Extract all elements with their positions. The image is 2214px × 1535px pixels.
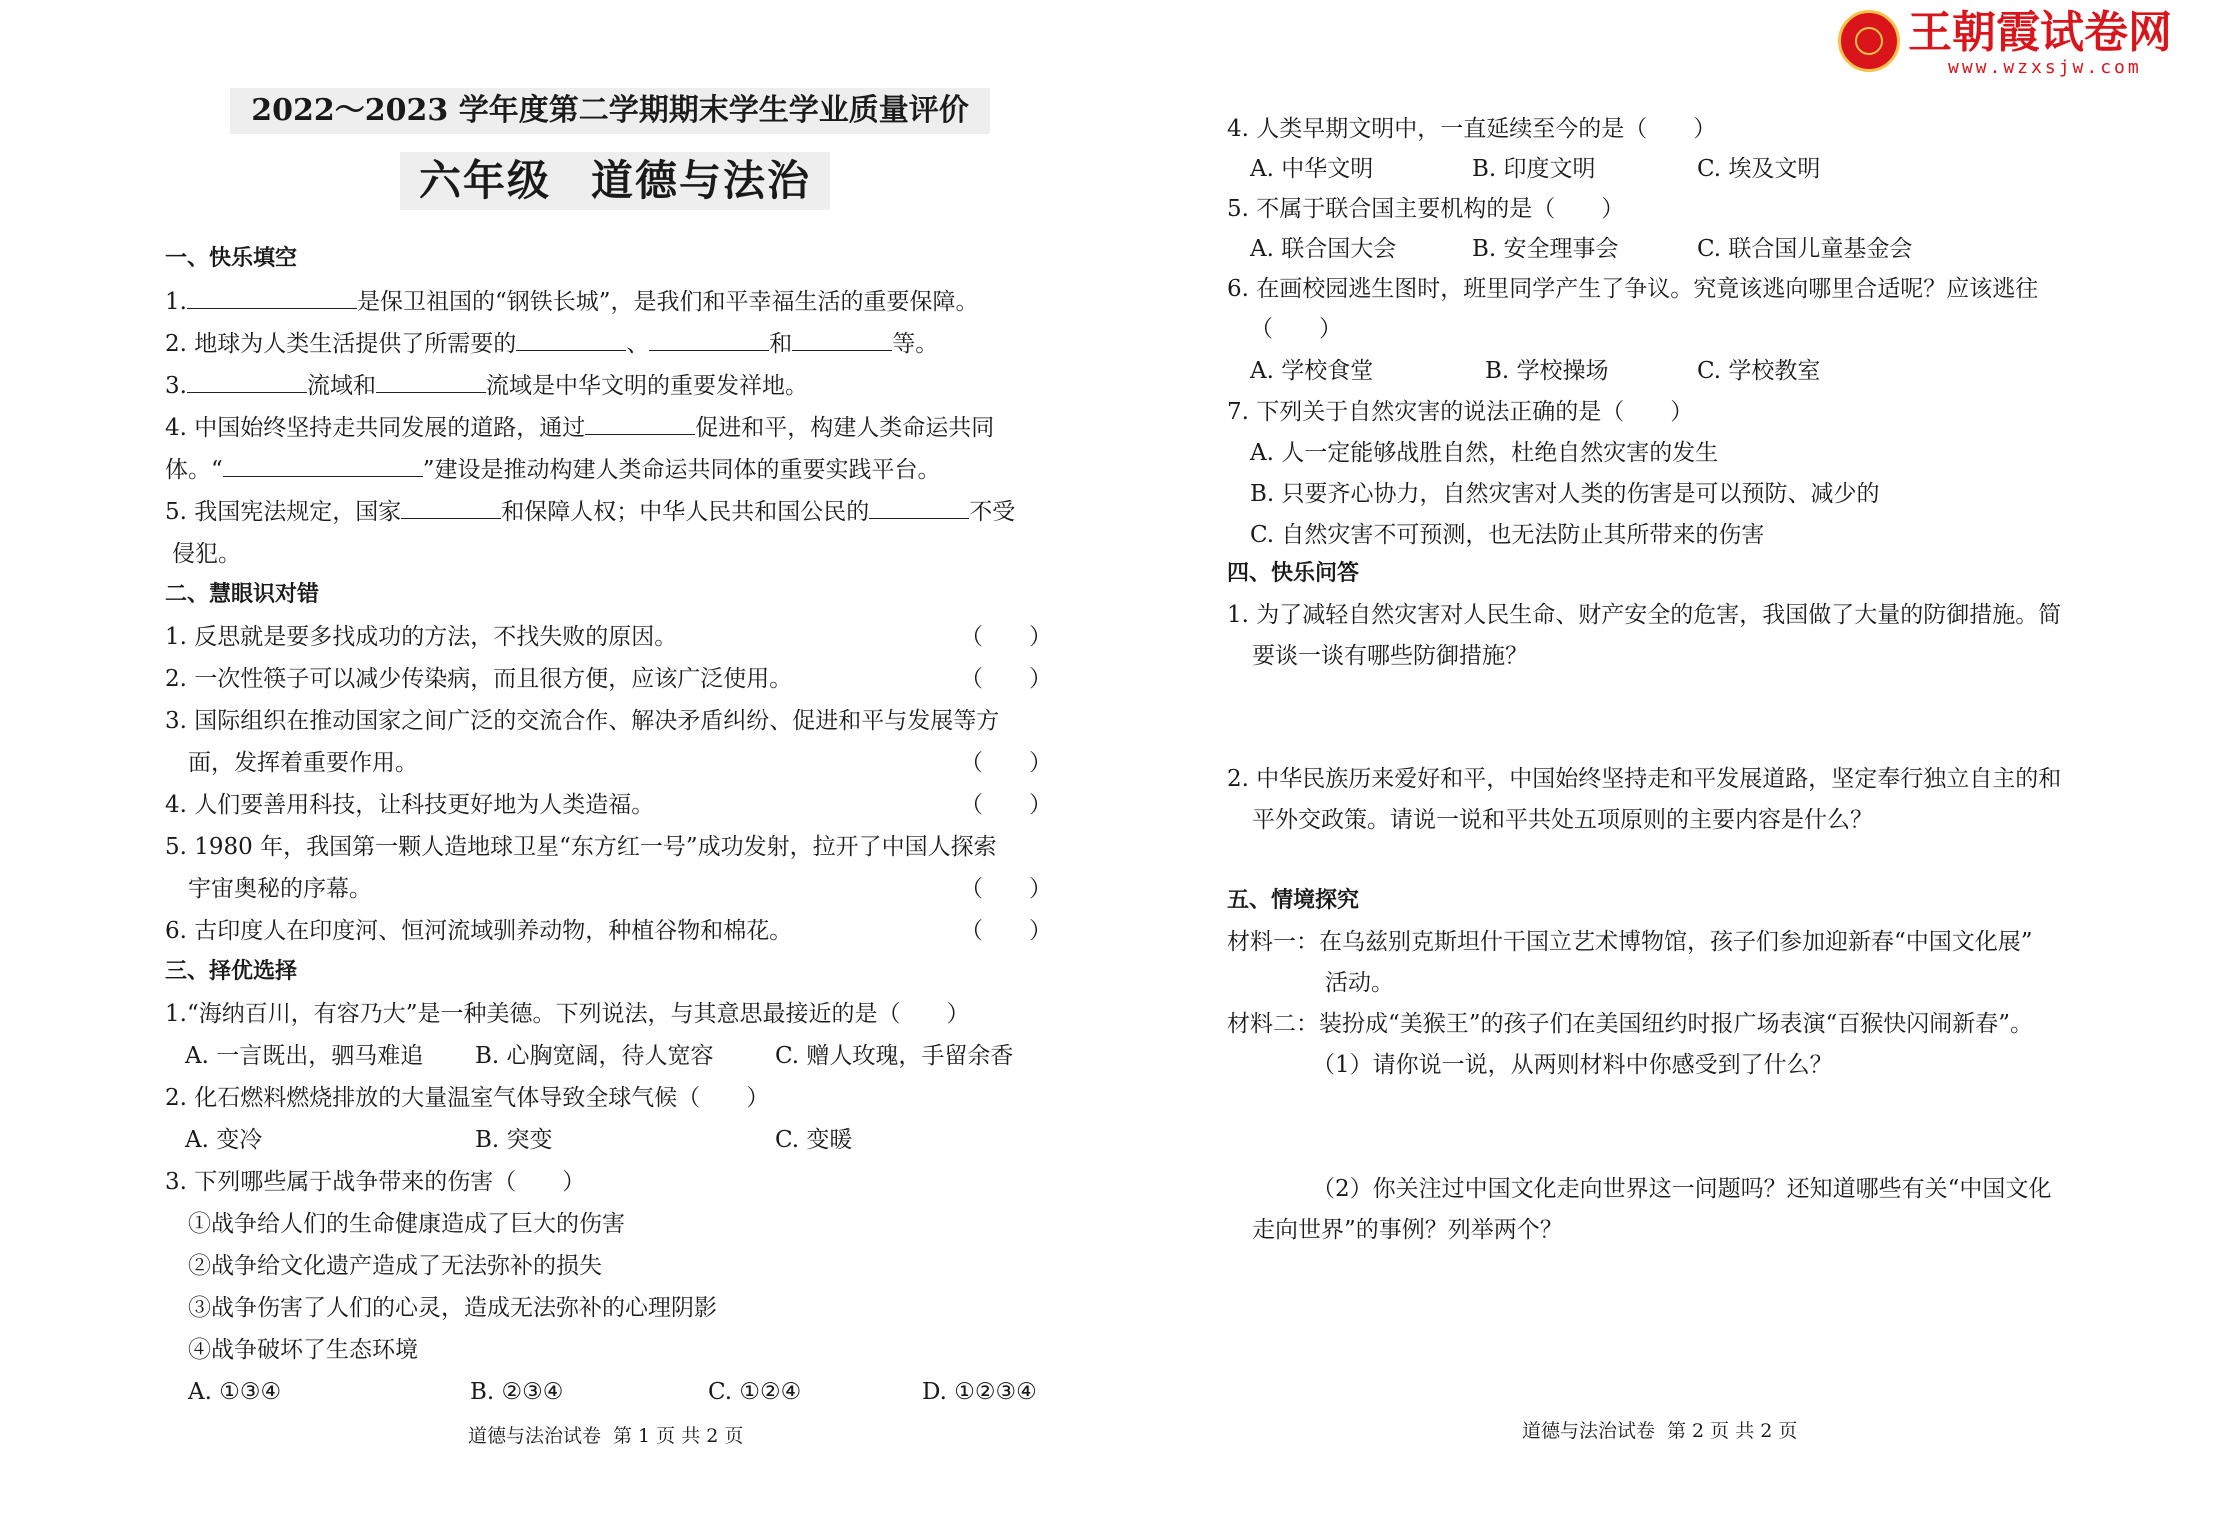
mc-q3-statement-3: ③战争伤害了人们的心灵，造成无法弥补的心理阴影: [188, 1295, 717, 1321]
answer-blank[interactable]: [516, 328, 626, 351]
q-text: 和保障人权；中华人民共和国公民的: [501, 499, 870, 525]
mc-q2-option-a[interactable]: A. 变冷: [185, 1127, 263, 1153]
q-text: 、: [626, 331, 650, 357]
answer-blank[interactable]: [869, 496, 969, 519]
qa-q2-line1: 2. 中华民族历来爱好和平，中国始终坚持走和平发展道路，坚定奉行独立自主的和: [1227, 766, 2062, 792]
fill-q1: [165, 285, 978, 319]
fill-q4-line1: [165, 411, 994, 445]
mc-q3-option-b[interactable]: B. ②③④: [470, 1379, 564, 1405]
mc-q3-option-a[interactable]: A. ①③④: [188, 1379, 282, 1405]
answer-blank[interactable]: [649, 328, 769, 351]
answer-blank[interactable]: [376, 370, 486, 393]
footer-page-number: 第 1 页 共 2 页: [613, 1425, 744, 1447]
exam-page-2: [1107, 0, 2214, 1535]
footer-page-number: 第 2 页 共 2 页: [1667, 1420, 1798, 1442]
mc-q7-option-c[interactable]: C. 自然灾害不可预测，也无法防止其所带来的伤害: [1250, 522, 1765, 548]
mc-q5-stem: 5. 不属于联合国主要机构的是（ ）: [1227, 196, 1625, 222]
fill-q4-line2: [165, 453, 941, 487]
answer-blank[interactable]: [401, 496, 501, 519]
grade-label: 六年级: [418, 156, 551, 205]
answer-paren[interactable]: （ ）: [960, 666, 1052, 692]
mc-q5-option-c[interactable]: C. 联合国儿童基金会: [1697, 236, 1913, 262]
section-heading-2: 二、慧眼识对错: [165, 582, 320, 607]
material-1-line2: 活动。: [1325, 970, 1394, 996]
mc-q3-statement-4: ④战争破坏了生态环境: [188, 1337, 418, 1363]
mc-q1-stem: 1.“海纳百川，有容乃大”是一种美德。下列说法，与其意思最接近的是（ ）: [165, 1001, 970, 1027]
tf-q1: 1. 反思就是要多找成功的方法，不找失败的原因。: [165, 624, 678, 650]
tf-q5-line1: 5. 1980 年，我国第一颗人造地球卫星“东方红一号”成功发射，拉开了中国人探索: [165, 834, 997, 860]
material-1-line1: 材料一：在乌兹别克斯坦什干国立艺术博物馆，孩子们参加迎新春“中国文化展”: [1227, 929, 2033, 955]
page-footer: [1522, 1417, 1809, 1445]
q-text: 流域是中华文明的重要发祥地。: [485, 373, 808, 399]
mc-q1-option-c[interactable]: C. 赠人玫瑰，手留余香: [775, 1043, 1014, 1069]
mc-q3-stem: 3. 下列哪些属于战争带来的伤害（ ）: [165, 1169, 586, 1195]
material-2: 材料二：装扮成“美猴王”的孩子们在美国纽约时报广场表演“百猴快闪闹新春”。: [1227, 1011, 2034, 1037]
answer-paren[interactable]: （ ）: [960, 876, 1052, 902]
tf-q3-line2: 面，发挥着重要作用。: [188, 750, 418, 776]
mc-q7-option-b[interactable]: B. 只要齐心协力，自然灾害对人类的伤害是可以预防、减少的: [1250, 481, 1880, 507]
mc-q6-option-a[interactable]: A. 学校食堂: [1250, 358, 1374, 384]
q-text: 2. 地球为人类生活提供了所需要的: [165, 331, 517, 357]
mc-q5-option-b[interactable]: B. 安全理事会: [1472, 236, 1619, 262]
qa-q1-line2: 要谈一谈有哪些防御措施？: [1252, 643, 1528, 669]
answer-paren[interactable]: （ ）: [960, 750, 1052, 776]
q-text: ”建设是推动构建人类命运共同体的重要实践平台。: [422, 457, 941, 483]
fill-q5-line1: [165, 495, 1015, 529]
mc-q3-option-c[interactable]: C. ①②④: [708, 1379, 802, 1405]
inquiry-q2-line2: 走向世界”的事例？列举两个？: [1252, 1217, 1563, 1243]
section-heading-4: 四、快乐问答: [1227, 561, 1360, 586]
mc-q1-option-b[interactable]: B. 心胸宽阔，待人宽容: [475, 1043, 714, 1069]
mc-q4-stem: 4. 人类早期文明中，一直延续至今的是（ ）: [1227, 116, 1717, 142]
tf-q6: 6. 古印度人在印度河、恒河流域驯养动物，种植谷物和棉花。: [165, 918, 793, 944]
mc-q1-option-a[interactable]: A. 一言既出，驷马难追: [185, 1043, 424, 1069]
mc-q7-stem: 7. 下列关于自然灾害的说法正确的是（ ）: [1227, 399, 1694, 425]
section-heading-3: 三、择优选择: [165, 959, 298, 984]
mc-q2-option-b[interactable]: B. 突变: [475, 1127, 553, 1153]
mc-q6-option-b[interactable]: B. 学校操场: [1485, 358, 1609, 384]
tf-q2: 2. 一次性筷子可以减少传染病，而且很方便，应该广泛使用。: [165, 666, 793, 692]
section-heading-5: 五、情境探究: [1227, 888, 1360, 913]
footer-subject: 道德与法治试卷: [468, 1425, 602, 1447]
mc-q3-statement-2: ②战争给文化遗产造成了无法弥补的损失: [188, 1253, 602, 1279]
mc-q7-option-a[interactable]: A. 人一定能够战胜自然，杜绝自然灾害的发生: [1250, 440, 1719, 466]
q-text: 5. 我国宪法规定，国家: [165, 499, 402, 525]
exam-subtitle: [400, 152, 830, 210]
mc-q6-option-c[interactable]: C. 学校教室: [1697, 358, 1821, 384]
tf-q3-line1: 3. 国际组织在推动国家之间广泛的交流合作、解决矛盾纠纷、促进和平与发展等方: [165, 708, 1000, 734]
mc-q6-stem: 6. 在画校园逃生图时，班里同学产生了争议。究竟该逃向哪里合适呢？应该逃往: [1227, 276, 2039, 302]
mc-q2-stem: 2. 化石燃料燃烧排放的大量温室气体导致全球气候（ ）: [165, 1085, 770, 1111]
answer-paren[interactable]: （ ）: [960, 792, 1052, 818]
q-text: 是保卫祖国的“钢铁长城”，是我们和平幸福生活的重要保障。: [356, 289, 979, 315]
page-footer: [468, 1422, 755, 1450]
tf-q5-line2: 宇宙奥秘的序幕。: [188, 876, 372, 902]
logo-name: 王朝霞试卷网: [1908, 7, 2172, 58]
mc-q4-option-a[interactable]: A. 中华文明: [1250, 156, 1374, 182]
footer-subject: 道德与法治试卷: [1522, 1420, 1656, 1442]
q-text: 不受: [969, 499, 1016, 525]
qa-q1-line1: 1. 为了减轻自然灾害对人民生命、财产安全的危害，我国做了大量的防御措施。简: [1227, 602, 2062, 628]
subject-label: 道德与法治: [591, 156, 812, 205]
fill-q2: [165, 327, 938, 361]
q-text: 和: [769, 331, 793, 357]
q-number: 3.: [165, 373, 187, 399]
mc-q5-option-a[interactable]: A. 联合国大会: [1250, 236, 1397, 262]
q-text: 4. 中国始终坚持走共同发展的道路，通过: [165, 415, 586, 441]
section-heading-1: 一、快乐填空: [165, 246, 298, 271]
exam-title: 2022～2023 学年度第二学期期末学生学业质量评价: [230, 88, 990, 134]
q-text: 体。“: [165, 457, 223, 483]
inquiry-q1: （1）请你说一说，从两则材料中你感受到了什么？: [1312, 1052, 1833, 1078]
answer-blank[interactable]: [223, 454, 423, 477]
fill-q3: [165, 369, 808, 403]
mc-q3-statement-1: ①战争给人们的生命健康造成了巨大的伤害: [188, 1211, 625, 1237]
answer-blank[interactable]: [187, 370, 307, 393]
mc-q6-stem-paren: （ ）: [1250, 316, 1342, 342]
q-text: 等。: [892, 331, 939, 357]
mc-q4-option-b[interactable]: B. 印度文明: [1472, 156, 1596, 182]
answer-paren[interactable]: （ ）: [960, 918, 1052, 944]
answer-blank[interactable]: [187, 286, 357, 309]
tf-q4: 4. 人们要善用科技，让科技更好地为人类造福。: [165, 792, 655, 818]
fill-q5-line2: 侵犯。: [172, 541, 241, 567]
mc-q3-option-d[interactable]: D. ①②③④: [922, 1379, 1037, 1405]
answer-blank[interactable]: [792, 328, 892, 351]
inquiry-q2-line1: （2）你关注过中国文化走向世界这一问题吗？还知道哪些有关“中国文化: [1312, 1176, 2052, 1202]
logo-url: www.wzxsjw.com: [1948, 57, 2142, 78]
q-text: 流域和: [306, 373, 376, 399]
qa-q2-line2: 平外交政策。请说一说和平共处五项原则的主要内容是什么？: [1252, 807, 1873, 833]
mc-q2-option-c[interactable]: C. 变暖: [775, 1127, 853, 1153]
q-text: 促进和平，构建人类命运共同: [695, 415, 995, 441]
mc-q4-option-c[interactable]: C. 埃及文明: [1697, 156, 1821, 182]
answer-paren[interactable]: （ ）: [960, 624, 1052, 650]
q-number: 1.: [165, 289, 187, 315]
answer-blank[interactable]: [585, 412, 695, 435]
